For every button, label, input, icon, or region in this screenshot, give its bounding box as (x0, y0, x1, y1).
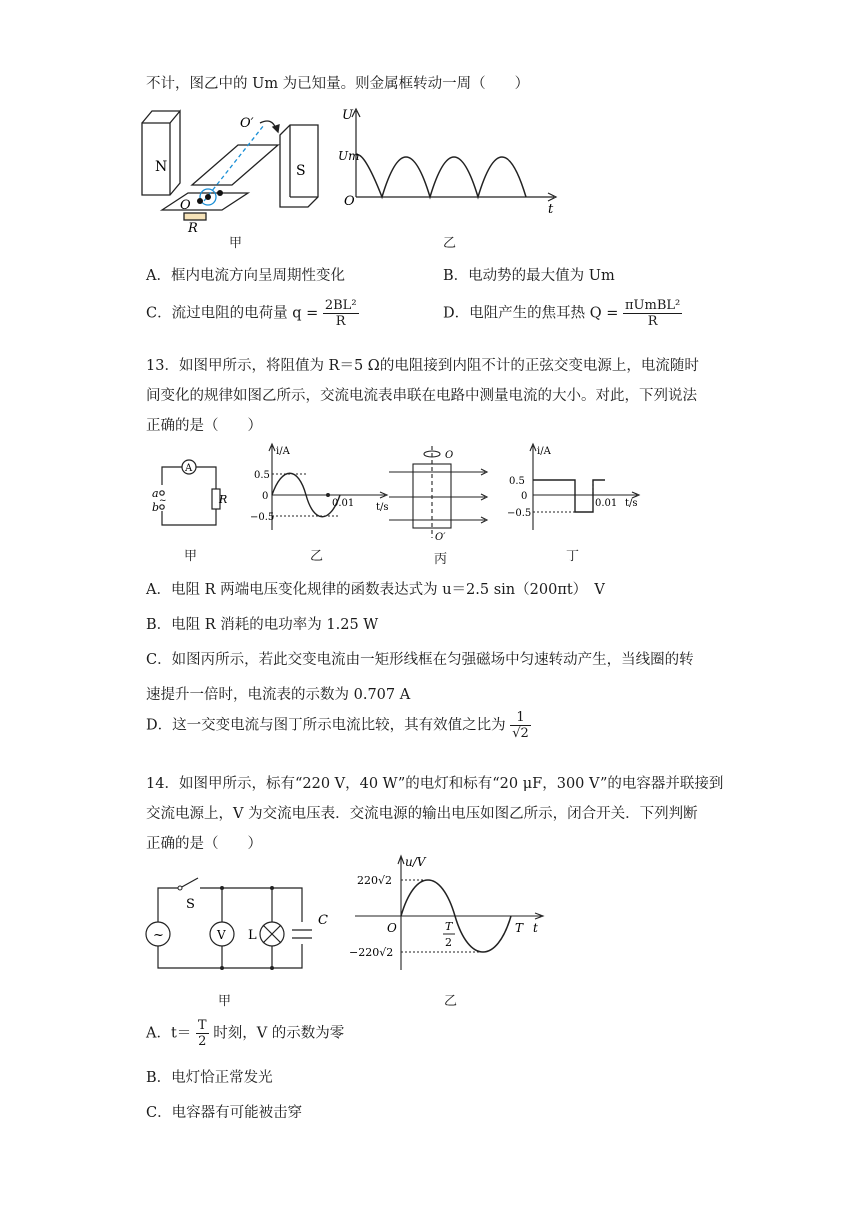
q12-jia-Oprime: O′ (240, 116, 254, 131)
q13-option-a: A．电阻 R 两端电压变化规律的函数表达式为 u＝2.5 sin（200πt） V (146, 582, 605, 598)
q12-yi-Um: Um (338, 149, 360, 163)
q13-ding-tick-x: 0.01 (595, 498, 618, 509)
q14-jia-L: L (248, 928, 257, 943)
q13-yi-tick-pos: 0.5 (254, 470, 270, 481)
q12-jia-S: S (296, 163, 306, 179)
q13-jia-caption: 甲 (184, 549, 198, 564)
q14-yi-t: t (533, 921, 538, 935)
q14-jia-source: ~ (153, 928, 164, 943)
q13-jia-b: b (152, 501, 160, 514)
q14-line3: 正确的是（ ） (146, 836, 262, 852)
q12-option-d: D．电阻产生的焦耳热 Q = $\frac{\text{πUmBL²}}{R}$ (443, 298, 681, 329)
q13-jia-a: a (152, 487, 159, 500)
q13-ding-xlabel: t/s (625, 498, 638, 509)
q13-yi-tick-x: 0.01 (332, 498, 355, 509)
q14-option-c: C．电容器有可能被击穿 (146, 1105, 303, 1121)
q14-yi-tick-pos: 220√2 (357, 874, 393, 887)
q14-yi-T-half-num: T (445, 920, 453, 933)
q13-yi-ylabel: i/A (276, 446, 290, 457)
q12-yi-caption: 乙 (443, 236, 457, 251)
q14-line1: 14．如图甲所示，标有“220 V，40 W”的电灯和标有“20 μF，300 V”的电容器并联接到 (146, 776, 724, 792)
q13-fig-jia (146, 455, 226, 545)
q14-yi-T: T (515, 921, 524, 935)
q13-yi-xlabel: t/s (376, 502, 389, 513)
q12-jia-O: O (180, 198, 191, 213)
q13-ding-caption: 丁 (566, 549, 580, 564)
q12-yi-t: t (548, 202, 554, 217)
q14-fig-jia (142, 870, 342, 975)
q13-ding-tick-neg: −0.5 (507, 508, 532, 519)
q14-line2: 交流电源上，V 为交流电压表．交流电源的输出电压如图乙所示，闭合开关．下列判断 (146, 806, 698, 822)
q13-option-c2: 速提升一倍时，电流表的示数为 0.707 A (146, 687, 411, 703)
q13-option-c1: C．如图丙所示，若此交变电流由一矩形线框在匀强磁场中匀速转动产生，当线圈的转 (146, 652, 694, 668)
q14-yi-tick-neg: −220√2 (349, 946, 394, 959)
q12-stem-tail: 不计，图乙中的 Um 为已知量。则金属框转动一周（ ） (146, 76, 530, 92)
q14-jia-caption: 甲 (218, 994, 232, 1009)
q14-option-a: A．t＝ $\frac{T}{2}$ 时刻，V 的示数为零 (146, 1018, 345, 1049)
q13-line2: 间变化的规律如图乙所示，交流电流表串联在电路中测量电流的大小。对此，下列说法 (146, 388, 697, 404)
q13-line1: 13．如图甲所示，将阻值为 R＝5 Ω的电阻接到内阻不计的正弦交变电源上，电流随时 (146, 358, 699, 374)
q14-fig-yi (345, 852, 550, 977)
q13-jia-R: R (219, 493, 228, 506)
q13-yi-caption: 乙 (310, 549, 324, 564)
q12-jia-R: R (188, 221, 198, 236)
q13-bing-Oprime: O′ (435, 532, 446, 543)
q14-jia-S: S (186, 897, 195, 912)
q14-yi-ylabel: u/V (405, 855, 426, 869)
q13-bing-caption: 丙 (434, 552, 448, 567)
svg-text:~: ~ (159, 496, 167, 506)
q12-option-c: C．流过电阻的电荷量 q = $\frac{\text{2BL²}}{R}$ (146, 298, 357, 329)
q12-fig-yi (338, 105, 568, 217)
q13-line3: 正确的是（ ） (146, 418, 262, 434)
q13-fig-yi (250, 440, 395, 540)
q12-yi-U: U (342, 108, 353, 123)
q14-yi-caption: 乙 (444, 994, 458, 1009)
q14-jia-V: V (217, 928, 226, 942)
q13-ding-tick-pos: 0.5 (509, 476, 525, 487)
q12-jia-N: N (155, 159, 168, 175)
q13-yi-tick-neg: −0.5 (250, 512, 275, 523)
q13-yi-tick-zero: 0 (262, 491, 269, 502)
q14-jia-C: C (318, 913, 328, 928)
q13-ding-tick-zero: 0 (521, 491, 528, 502)
q12-yi-O: O (344, 194, 355, 209)
q13-ding-ylabel: i/A (537, 446, 551, 457)
q12-fig-jia (140, 105, 330, 235)
q13-option-d: D．这一交变电流与图丁所示电流比较，其有效值之比为 $\frac{1}{√2}$ (146, 710, 529, 741)
q13-fig-ding (507, 440, 647, 540)
q13-bing-O: O (445, 450, 454, 461)
q13-jia-A: A (185, 463, 193, 474)
q12-option-b: B．电动势的最大值为 Um (443, 268, 615, 284)
q12-option-a: A．框内电流方向呈周期性变化 (146, 268, 345, 284)
q14-option-b: B．电灯恰正常发光 (146, 1070, 273, 1086)
q12-jia-caption: 甲 (229, 236, 243, 251)
q13-fig-bing (385, 442, 495, 542)
q14-yi-O: O (387, 921, 397, 935)
q14-yi-T-half-den: 2 (445, 936, 452, 949)
q13-option-b: B．电阻 R 消耗的电功率为 1.25 W (146, 617, 379, 633)
